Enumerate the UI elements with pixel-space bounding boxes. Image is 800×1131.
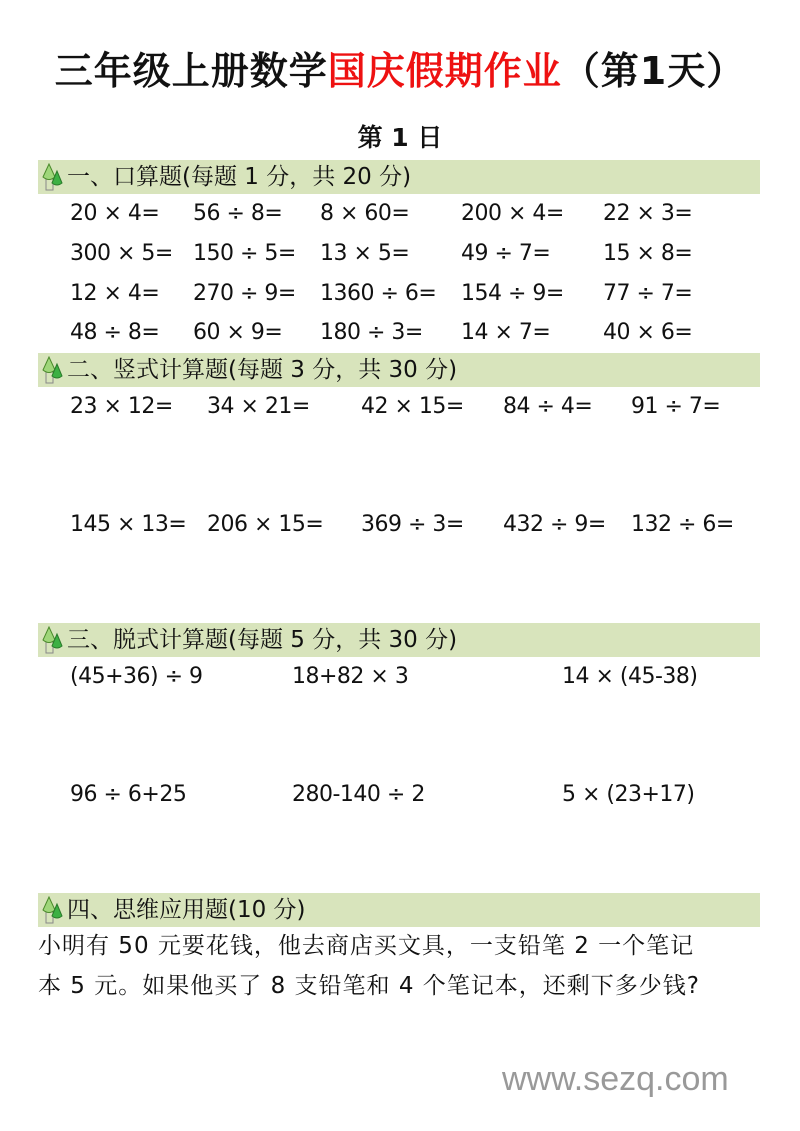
section-2-banner <box>38 353 760 387</box>
problem: 180 ÷ 3= <box>320 320 423 345</box>
problem: 1360 ÷ 6= <box>320 281 437 306</box>
problem: 8 × 60= <box>320 201 410 226</box>
problem: 280-140 ÷ 2 <box>292 782 425 807</box>
word-problem <box>38 926 768 1006</box>
word-problem-line: 本 5 元。如果他买了 8 支铅笔和 4 个笔记本，还剩下多少钱? <box>38 973 700 999</box>
problem: 270 ÷ 9= <box>193 281 296 306</box>
problem: (45+36) ÷ 9 <box>70 664 203 689</box>
section-3-heading: 三、脱式计算题(每题 5 分，共 30 分) <box>67 627 458 653</box>
tree-icon <box>40 163 64 191</box>
section-3-banner <box>38 623 760 657</box>
day-label: 第 1 日 <box>357 123 443 152</box>
problem: 84 ÷ 4= <box>503 394 593 419</box>
problem: 154 ÷ 9= <box>461 281 564 306</box>
title-grade: 三年级上册数学 <box>54 49 328 93</box>
problem: 14 × (45-38) <box>562 664 698 689</box>
problem: 34 × 21= <box>207 394 310 419</box>
problem: 369 ÷ 3= <box>361 512 464 537</box>
section-2-heading: 二、竖式计算题(每题 3 分，共 30 分) <box>67 357 458 383</box>
problem: 42 × 15= <box>361 394 464 419</box>
problem: 96 ÷ 6+25 <box>70 782 187 807</box>
problem: 14 × 7= <box>461 320 551 345</box>
problem: 77 ÷ 7= <box>603 281 693 306</box>
problem: 300 × 5= <box>70 241 173 266</box>
problem: 132 ÷ 6= <box>631 512 734 537</box>
problem: 20 × 4= <box>70 201 160 226</box>
problem: 56 ÷ 8= <box>193 201 283 226</box>
problem: 13 × 5= <box>320 241 410 266</box>
problem: 22 × 3= <box>603 201 693 226</box>
problem: 40 × 6= <box>603 320 693 345</box>
problem: 5 × (23+17) <box>562 782 695 807</box>
tree-icon <box>40 356 64 384</box>
problem: 12 × 4= <box>70 281 160 306</box>
problem: 150 ÷ 5= <box>193 241 296 266</box>
problem: 91 ÷ 7= <box>631 394 721 419</box>
problem: 200 × 4= <box>461 201 564 226</box>
watermark: www.sezq.com <box>502 1060 729 1098</box>
tree-icon <box>40 896 64 924</box>
title-holiday: 国庆假期作业 <box>327 49 562 93</box>
page-title <box>0 40 800 95</box>
problem: 206 × 15= <box>207 512 324 537</box>
problem: 432 ÷ 9= <box>503 512 606 537</box>
problem: 18+82 × 3 <box>292 664 409 689</box>
section-1-banner <box>38 160 760 194</box>
section-4-banner <box>38 893 760 927</box>
tree-icon <box>40 626 64 654</box>
section-1-heading: 一、口算题(每题 1 分，共 20 分) <box>67 164 412 190</box>
problem: 145 × 13= <box>70 512 187 537</box>
section-4-heading: 四、思维应用题(10 分) <box>67 897 306 923</box>
problem: 23 × 12= <box>70 394 173 419</box>
problem: 15 × 8= <box>603 241 693 266</box>
problem: 60 × 9= <box>193 320 283 345</box>
title-day: （第1天） <box>561 49 746 93</box>
problem: 49 ÷ 7= <box>461 241 551 266</box>
word-problem-line: 小明有 50 元要花钱，他去商店买文具，一支铅笔 2 一个笔记 <box>38 933 695 959</box>
problem: 48 ÷ 8= <box>70 320 160 345</box>
